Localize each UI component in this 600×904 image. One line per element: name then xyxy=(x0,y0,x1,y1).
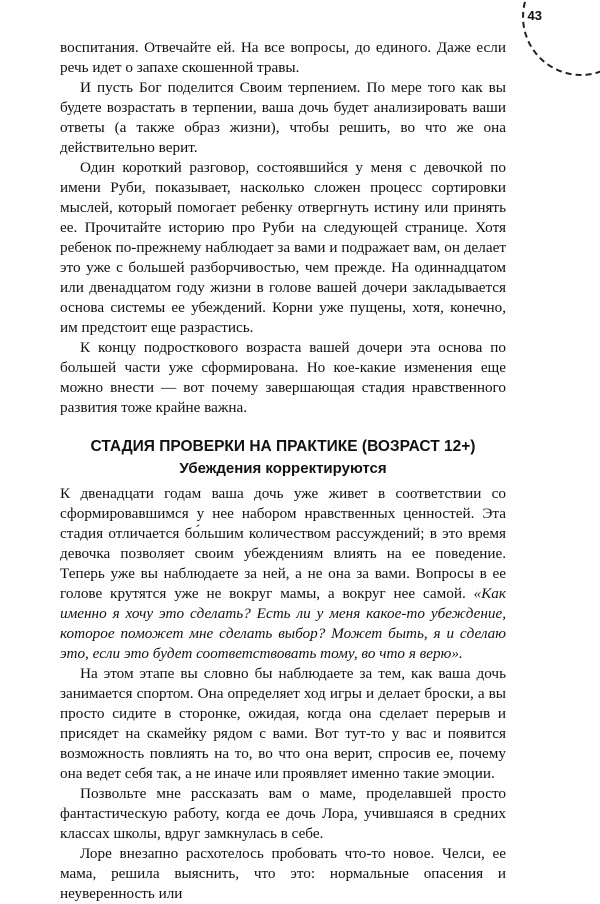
italic-quote: «Как именно я хочу это сделать? Есть ли у меня какое-то убеждение, которое поможет мне сделать выбор? Может быть, я и сделаю это, если это будет соответствовать тому, во что я верю». xyxy=(60,585,506,662)
paragraph: На этом этапе вы словно бы наблюдаете за тем, как ваша дочь занимается спортом. Она определяет ход игры и делает броски, а вы просто сидите в сторонке, ожидая, когда она сделает перерыв и присядет на скамейку рядом с вами. Вот тут-то у вас и появится возможность повлиять на то, во что она верит, спросив ее, почему она ведет себя так, а не иначе или проявляет именно такие эмоции. xyxy=(60,665,506,782)
paragraph: К концу подросткового возраста вашей дочери эта основа по большей части уже сформирована. Но кое-какие изменения еще можно внести — вот почему завершающая стадия нравственного развития тоже крайне важна. xyxy=(60,339,506,416)
paragraph: И пусть Бог поделится Своим терпением. По мере того как вы будете возрастать в терпении, ваша дочь будет анализировать ваши ответы (а также образ жизни), чтобы решить, во что же она действительно верит. xyxy=(60,79,506,156)
paragraph-text: К двенадцати годам ваша дочь уже живет в соответствии со сформировавшимся у нее набором нравственных ценностей. Эта стадия отличается бо́льшим количеством рассуждений; в это время девочка позволяет своим убеждениям влиять на ее поведение. Теперь уже вы наблюдаете за ней, а не она за вами. Вопросы в ее голове крутятся уже не вокруг мамы, а вокруг нее самой. xyxy=(60,485,506,602)
page-body xyxy=(60,38,506,904)
paragraph: Лоре внезапно расхотелось пробовать что-то новое. Челси, ее мама, решила выяснить, что это: нормальные опасения и неуверенность или xyxy=(60,845,506,902)
paragraph: воспитания. Отвечайте ей. На все вопросы, до единого. Даже если речь идет о запахе скошенной травы. xyxy=(60,39,506,76)
section-subtitle: Убеждения корректируются xyxy=(179,460,387,477)
paragraph xyxy=(60,484,506,664)
section-title: СТАДИЯ ПРОВЕРКИ НА ПРАКТИКЕ (ВОЗРАСТ 12+) xyxy=(90,438,476,455)
paragraph: Один короткий разговор, состоявшийся у меня с девочкой по имени Руби, показывает, насколько сложен процесс сортировки мыслей, который помогает ребенку отвергнуть истину или принять ее. Прочитайте историю про Руби на следующей странице. Хотя ребенок по-прежнему наблюдает за вами и подражает вам, он делает это уже с большей разборчивостью, чем прежде. На одиннадцатом или двенадцатом году жизни в голове вашей дочери закладывается основа системы ее убеждений. Корни уже пущены, хотя, конечно, им предстоит еще разрастись. xyxy=(60,159,506,336)
paragraph: Позвольте мне рассказать вам о маме, проделавшей просто фантастическую работу, когда ее дочь Лора, учившаяся в средних классах школы, вдруг замкнулась в себе. xyxy=(60,785,506,842)
page-number: 43 xyxy=(527,8,542,23)
